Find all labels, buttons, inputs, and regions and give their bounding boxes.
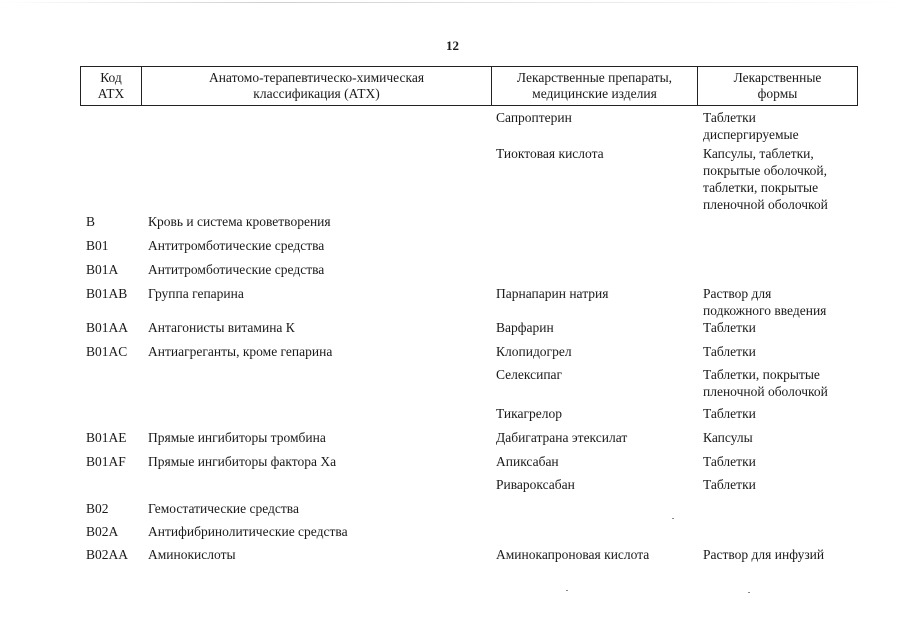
header-classification: Анатомо-терапевтическо-химическая классификация (АТХ): [142, 67, 492, 105]
row-form: Капсулы: [703, 430, 753, 445]
row-form: Таблетки диспергируемые: [703, 110, 799, 142]
row-drug: Дабигатрана этексилат: [496, 430, 628, 445]
row-drug: Ривароксабан: [496, 477, 575, 492]
row-code: B02: [86, 501, 109, 516]
row-code: B01AA: [86, 320, 129, 335]
row-code: B: [86, 214, 96, 229]
scan-speck: [748, 592, 750, 593]
row-drug: Тиоктовая кислота: [496, 146, 604, 161]
row-classification: Антитромботические средства: [148, 262, 325, 277]
row-form: Раствор для инфузий: [703, 547, 825, 562]
row-form: Раствор для подкожного введения: [703, 286, 827, 318]
header-drugs: Лекарственные препараты, медицинские изделия: [492, 67, 698, 105]
row-code: B02AA: [86, 547, 129, 562]
row-classification: Группа гепарина: [148, 286, 244, 301]
row-classification: Антифибринолитические средства: [148, 524, 348, 539]
row-classification: Гемостатические средства: [148, 501, 299, 516]
row-drug: Селексипаг: [496, 367, 563, 382]
row-code: B01AC: [86, 344, 128, 359]
header-code: Код АТХ: [81, 67, 142, 105]
page-number: 12: [446, 38, 459, 53]
header-forms: Лекарственные формы: [733, 70, 822, 101]
row-form: Таблетки: [703, 454, 756, 469]
row-drug: Апиксабан: [496, 454, 559, 469]
row-drug: Парнапарин натрия: [496, 286, 609, 301]
row-drug: Сапроптерин: [496, 110, 572, 125]
row-classification: Антагонисты витамина К: [148, 320, 295, 335]
row-classification: Прямые ингибиторы фактора Xa: [148, 454, 337, 469]
row-classification: Прямые ингибиторы тромбина: [148, 430, 326, 445]
row-form: Таблетки, покрытые пленочной оболочкой: [703, 367, 828, 399]
row-classification: Аминокислоты: [148, 547, 236, 562]
row-code: B01AF: [86, 454, 126, 469]
row-code: B01A: [86, 262, 119, 277]
row-classification: Кровь и система кроветворения: [148, 214, 331, 229]
scan-speck: [672, 518, 674, 519]
row-code: B01: [86, 238, 109, 253]
row-form: Таблетки: [703, 477, 756, 492]
row-code: B01AE: [86, 430, 127, 445]
row-code: B01AB: [86, 286, 128, 301]
row-drug: Тикагрелор: [496, 406, 562, 421]
scan-artifact-line: [0, 2, 905, 3]
row-form: Таблетки: [703, 406, 756, 421]
row-classification: Антитромботические средства: [148, 238, 325, 253]
row-drug: Варфарин: [496, 320, 554, 335]
row-classification: Антиагреганты, кроме гепарина: [148, 344, 333, 359]
scan-speck: [566, 590, 568, 591]
row-drug: Аминокапроновая кислота: [496, 547, 650, 562]
row-form: Таблетки: [703, 344, 756, 359]
row-form: Капсулы, таблетки, покрытые оболочкой, таблетки, покрытые пленочной оболочкой: [703, 146, 828, 212]
row-form: Таблетки: [703, 320, 756, 335]
row-code: B02A: [86, 524, 119, 539]
table-header: [80, 66, 858, 106]
row-drug: Клопидогрел: [496, 344, 572, 359]
